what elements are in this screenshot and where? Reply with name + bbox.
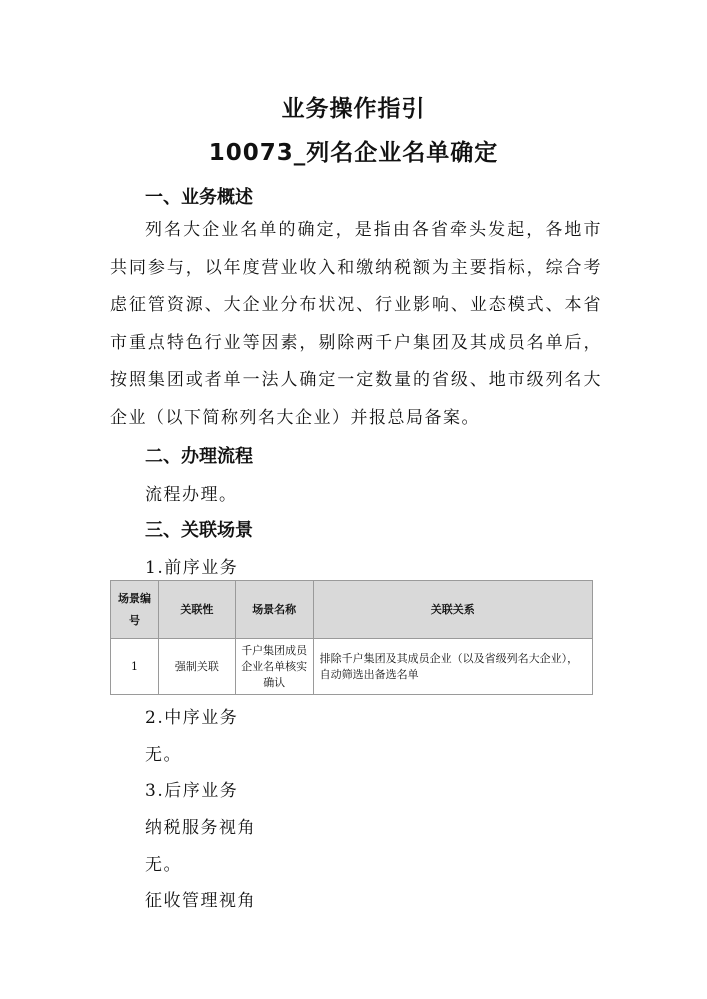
cell-relevance: 强制关联	[158, 639, 235, 695]
process-paragraph: 流程办理。	[145, 485, 238, 505]
cell-relation: 排除千户集团及其成员企业（以及省级列名大企业），自动筛选出备选名单	[313, 639, 592, 695]
related-scenario-table	[110, 580, 593, 695]
overview-paragraph: 列名大企业名单的确定，是指由各省牵头发起，各地市共同参与，以年度营业收入和缴纳税额为主要指标，综合考虑征管资源、大企业分布状况、行业影响、业态模式、本省市重点特色行业等因素，剔除两千户集团及其成员名单后，按照集团或者单一法人确定一定数量的省级、地市级列名大企业（以下简称列名大企业）并报总局备案。	[110, 220, 602, 428]
document-subtitle: 10073_列名企业名单确定	[208, 140, 499, 166]
header-relevance: 关联性	[158, 581, 235, 639]
post-business-label: 3.后序业务	[145, 781, 239, 801]
section-heading-overview: 一、业务概述	[145, 187, 253, 208]
section-heading-process: 二、办理流程	[145, 446, 253, 467]
header-relation: 关联关系	[313, 581, 592, 639]
cell-scene-number: 1	[111, 639, 159, 695]
mid-business-label: 2.中序业务	[145, 708, 239, 728]
section-heading-related: 三、关联场景	[145, 520, 253, 541]
table-header-row	[111, 581, 593, 639]
mid-business-body: 无。	[145, 745, 182, 765]
tax-service-view-label: 纳税服务视角	[145, 818, 256, 838]
table-row	[111, 639, 593, 695]
tax-service-view-body: 无。	[145, 855, 182, 875]
header-scene-name: 场景名称	[235, 581, 313, 639]
header-scene-number: 场景编号	[111, 581, 159, 639]
collection-management-view-label: 征收管理视角	[145, 891, 256, 911]
document-title: 业务操作指引	[281, 96, 426, 122]
cell-scene-name: 千户集团成员企业名单核实确认	[235, 639, 313, 695]
pre-business-label: 1.前序业务	[145, 558, 239, 578]
